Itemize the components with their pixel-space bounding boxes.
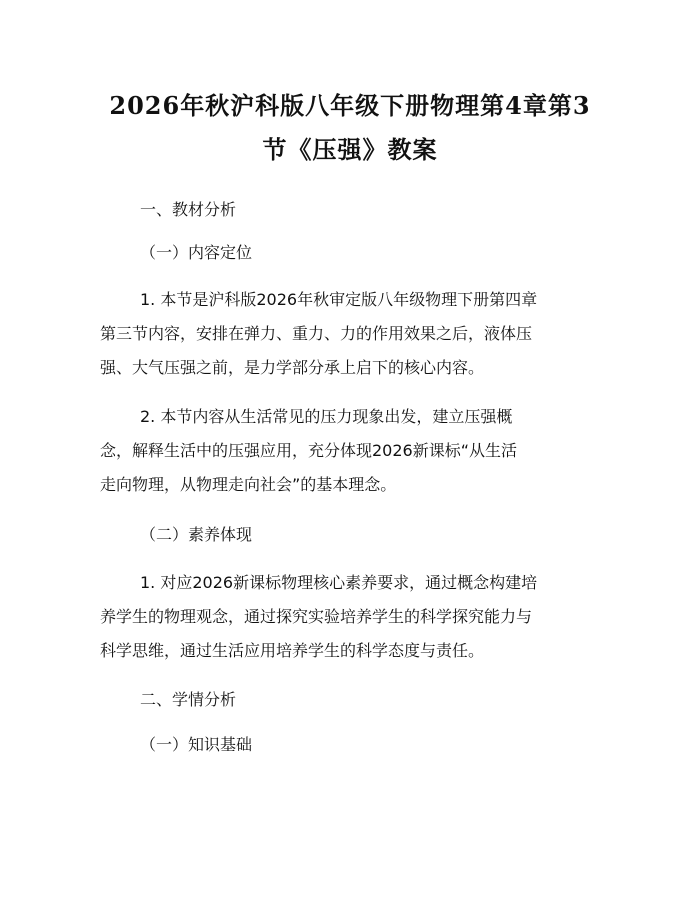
paragraph	[100, 283, 600, 385]
paragraph-line: 念，解释生活中的压强应用，充分体现2026新课标“从生活	[100, 441, 518, 460]
paragraph-line: 科学思维，通过生活应用培养学生的科学态度与责任。	[100, 641, 485, 660]
document-title	[100, 84, 600, 172]
section-heading-textbook-analysis: 一、教材分析	[140, 200, 237, 219]
subsection-heading-content-positioning: （一）内容定位	[140, 243, 253, 262]
section-heading-learner-analysis: 二、学情分析	[140, 690, 237, 709]
paragraph-line: 养学生的物理观念，通过探究实验培养学生的科学探究能力与	[100, 607, 533, 626]
subsection-heading-knowledge-base: （一）知识基础	[140, 735, 253, 754]
paragraph-line: 2. 本节内容从生活常见的压力现象出发，建立压强概	[140, 407, 513, 426]
paragraph	[100, 400, 600, 502]
document-title-line: 节《压强》教案	[262, 135, 438, 164]
document-title-line: 2026年秋沪科版八年级下册物理第4章第3	[109, 91, 591, 120]
paragraph-line: 强、大气压强之前，是力学部分承上启下的核心内容。	[100, 358, 485, 377]
paragraph-line: 1. 对应2026新课标物理核心素养要求，通过概念构建培	[140, 573, 538, 592]
paragraph-line: 第三节内容，安排在弹力、重力、力的作用效果之后，液体压	[100, 324, 533, 343]
paragraph-line: 走向物理，从物理走向社会”的基本理念。	[100, 475, 397, 494]
subsection-heading-literacy: （二）素养体现	[140, 525, 253, 544]
paragraph	[100, 566, 600, 668]
paragraph-line: 1. 本节是沪科版2026年秋审定版八年级物理下册第四章	[140, 290, 538, 309]
